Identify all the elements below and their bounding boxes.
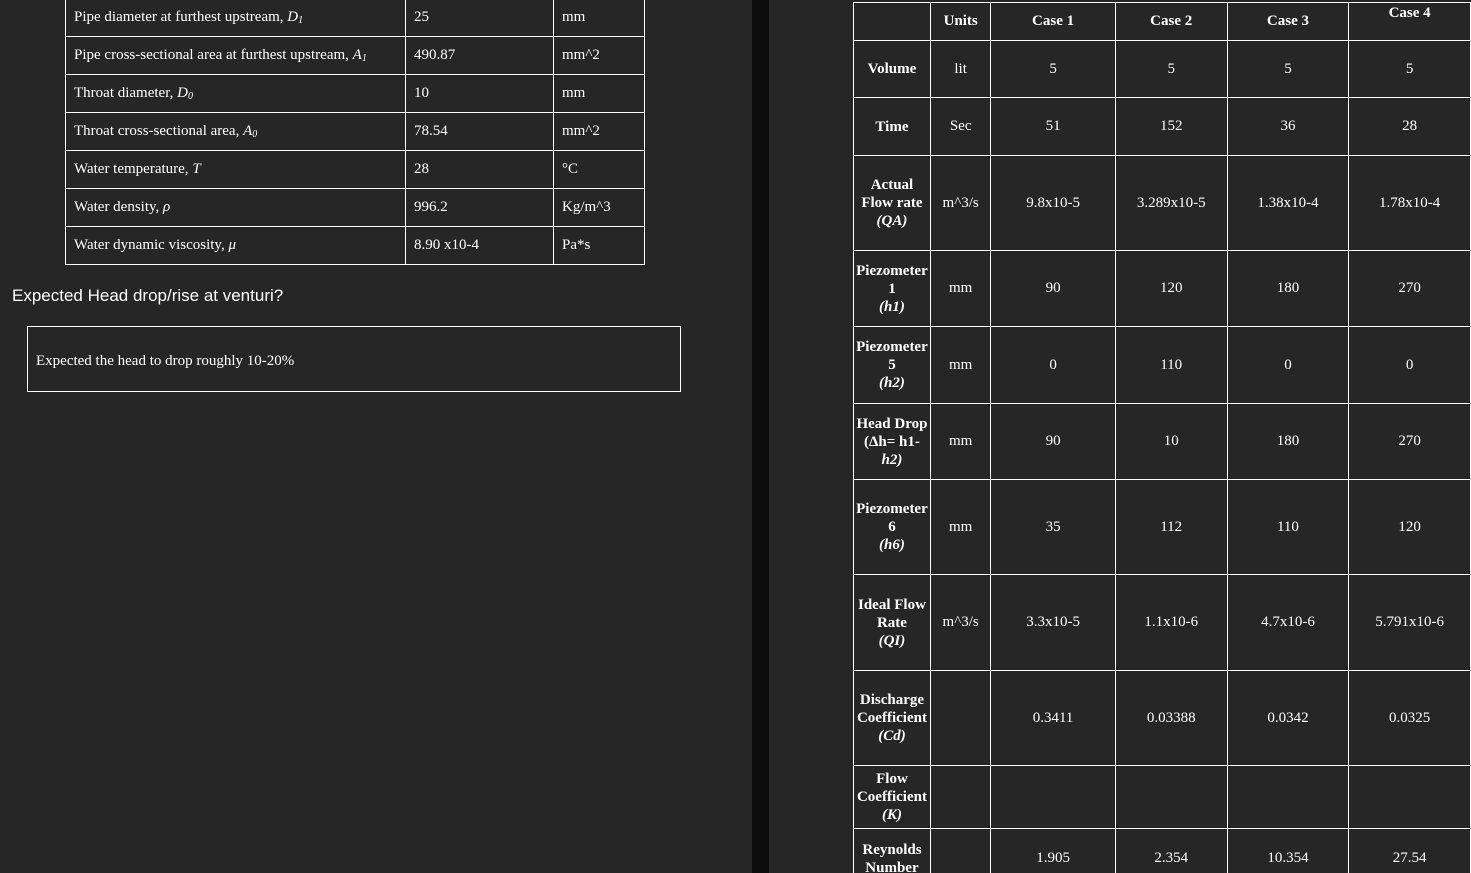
row-label-line-1: Discharge (859, 692, 925, 708)
case-4-value: 28 (1349, 98, 1471, 156)
parameter-row (66, 189, 645, 227)
case-1-value: 0 (991, 327, 1115, 404)
results-row (854, 766, 1471, 829)
parameter-symbol: T (192, 161, 201, 177)
case-3-value: 4.7x10-6 (1227, 575, 1349, 671)
parameter-symbol: A (352, 47, 362, 63)
header-case-3: Case 3 (1227, 3, 1349, 41)
row-unit: m^3/s (930, 156, 991, 251)
parameters-table (65, 0, 645, 265)
case-2-value: 5 (1115, 41, 1227, 98)
question-heading: Expected Head drop/rise at venturi? (12, 286, 284, 305)
parameter-symbol-subscript: 0 (187, 91, 193, 102)
parameter-label (66, 227, 406, 265)
parameter-unit: mm^2 (554, 37, 645, 75)
header-case-4: Case 4 (1349, 3, 1471, 41)
row-label (854, 156, 931, 251)
row-unit (930, 829, 991, 873)
case-3-value: 180 (1227, 251, 1349, 327)
results-row (854, 327, 1471, 404)
row-label-line-3: (K) (881, 807, 902, 823)
case-1-value: 1.905 (991, 829, 1115, 873)
row-label (854, 41, 931, 98)
parameter-unit: °C (554, 151, 645, 189)
row-label (854, 327, 931, 404)
case-3-value: 180 (1227, 404, 1349, 480)
case-1-value (991, 766, 1115, 829)
row-label (854, 98, 931, 156)
row-label-line-1: Piezometer (856, 501, 928, 517)
row-label-line-2: 5 (888, 357, 896, 373)
parameter-value: 490.87 (406, 37, 554, 75)
row-label-line-2: (Δh= h1- (864, 433, 920, 450)
parameter-unit: Pa*s (554, 227, 645, 265)
case-3-value: 5 (1227, 41, 1349, 98)
row-label-line-3: (QA) (876, 213, 908, 229)
parameter-symbol: ρ (163, 199, 171, 215)
answer-box[interactable] (27, 326, 681, 392)
case-4-value: 270 (1349, 251, 1471, 327)
results-row (854, 575, 1471, 671)
case-3-value: 0 (1227, 327, 1349, 404)
case-3-value: 1.38x10-4 (1227, 156, 1349, 251)
parameter-value: 28 (406, 151, 554, 189)
results-row (854, 251, 1471, 327)
parameter-label (66, 113, 406, 151)
case-1-value: 0.3411 (991, 671, 1115, 766)
answer-text: Expected the head to drop roughly 10-20% (36, 353, 295, 369)
right-document-pane (769, 0, 1471, 873)
case-1-value: 35 (991, 480, 1115, 575)
row-label (854, 766, 931, 829)
case-3-value: 36 (1227, 98, 1349, 156)
parameter-label-text: Throat cross-sectional area, (74, 123, 244, 139)
row-unit: mm (930, 480, 991, 575)
row-label (854, 404, 931, 480)
case-4-value: 5 (1349, 41, 1471, 98)
parameter-label (66, 189, 406, 227)
case-2-value: 2.354 (1115, 829, 1227, 873)
parameter-row (66, 75, 645, 113)
results-row (854, 98, 1471, 156)
case-4-value: 27.54 (1349, 829, 1471, 873)
case-1-value: 90 (991, 251, 1115, 327)
parameter-row (66, 0, 645, 37)
row-label-line-3: (h1) (879, 298, 905, 315)
row-label-line-1: Time (875, 118, 909, 135)
row-unit: Sec (930, 98, 991, 156)
case-2-value: 120 (1115, 251, 1227, 327)
row-unit: m^3/s (930, 575, 991, 671)
results-table (853, 2, 1471, 873)
case-3-value: 110 (1227, 480, 1349, 575)
parameter-row (66, 151, 645, 189)
parameter-symbol-subscript: 0 (252, 129, 258, 140)
row-label (854, 251, 931, 327)
parameter-label-text: Water dynamic viscosity, (74, 237, 229, 253)
parameter-label-text: Throat diameter, (74, 85, 178, 101)
parameter-unit: mm (554, 0, 645, 37)
row-unit: mm (930, 327, 991, 404)
parameter-symbol-subscript: 1 (298, 15, 304, 26)
row-unit: mm (930, 404, 991, 480)
row-label-line-1: Reynolds (862, 841, 922, 858)
parameter-row (66, 37, 645, 75)
case-4-value: 0 (1349, 327, 1471, 404)
row-label-line-1: Volume (867, 61, 917, 77)
pane-divider (752, 0, 769, 873)
parameter-value: 10 (406, 75, 554, 113)
parameter-symbol: A (243, 123, 253, 139)
row-label (854, 575, 931, 671)
row-label-line-3: (h6) (879, 537, 905, 553)
row-label-line-2: Coefficient (856, 710, 927, 726)
parameter-value: 996.2 (406, 189, 554, 227)
parameter-label (66, 75, 406, 113)
case-3-value: 0.0342 (1227, 671, 1349, 766)
header-corner-cell (854, 3, 931, 41)
case-2-value (1115, 766, 1227, 829)
case-3-value: 10.354 (1227, 829, 1349, 873)
parameter-row (66, 227, 645, 265)
row-unit: lit (930, 41, 991, 98)
row-label-line-1: Piezometer (856, 339, 928, 355)
case-1-value: 3.3x10-5 (991, 575, 1115, 671)
parameter-value: 78.54 (406, 113, 554, 151)
row-label (854, 829, 931, 873)
row-label-line-1: Head Drop (856, 415, 928, 432)
parameter-label-text: Pipe diameter at furthest upstream, (74, 9, 288, 25)
row-label-line-1: Ideal Flow (857, 596, 926, 613)
row-label-line-2: Rate (876, 614, 907, 631)
parameter-label-text: Water temperature, (74, 161, 193, 177)
parameter-label (66, 0, 406, 37)
case-2-value: 152 (1115, 98, 1227, 156)
row-unit (930, 671, 991, 766)
row-label-line-2: Number (865, 859, 919, 873)
case-4-value: 5.791x10-6 (1349, 575, 1471, 671)
row-unit (930, 766, 991, 829)
row-label-line-1: Flow (876, 771, 908, 787)
header-case-1: Case 1 (991, 3, 1115, 41)
parameter-symbol: D (177, 85, 188, 101)
parameter-symbol: D (287, 9, 299, 25)
parameter-value: 25 (406, 0, 554, 37)
row-label-line-3: (QI) (878, 632, 906, 649)
case-4-value (1349, 766, 1471, 829)
results-row (854, 41, 1471, 98)
results-row (854, 829, 1471, 873)
parameter-row (66, 113, 645, 151)
row-label-line-3: (h2) (879, 375, 905, 391)
case-3-value (1227, 766, 1349, 829)
case-1-value: 90 (991, 404, 1115, 480)
case-1-value: 9.8x10-5 (991, 156, 1115, 251)
case-2-value: 10 (1115, 404, 1227, 480)
case-4-value: 1.78x10-4 (1349, 156, 1471, 251)
results-row (854, 404, 1471, 480)
case-4-value: 270 (1349, 404, 1471, 480)
case-2-value: 112 (1115, 480, 1227, 575)
row-label-line-2: 1 (888, 280, 896, 297)
results-row (854, 156, 1471, 251)
parameter-value: 8.90 x10-4 (406, 227, 554, 265)
results-row (854, 671, 1471, 766)
row-label-line-3: (Cd) (878, 728, 906, 744)
case-4-value: 120 (1349, 480, 1471, 575)
row-label-line-1: Actual (870, 177, 914, 193)
results-header-row (854, 3, 1471, 41)
header-case-2: Case 2 (1115, 3, 1227, 41)
row-label-line-3: h2) (881, 451, 903, 468)
case-2-value: 1.1x10-6 (1115, 575, 1227, 671)
row-label (854, 671, 931, 766)
case-2-value: 110 (1115, 327, 1227, 404)
row-label-line-2: Flow rate (861, 195, 923, 211)
row-unit: mm (930, 251, 991, 327)
parameter-label (66, 37, 406, 75)
row-label-line-2: 6 (888, 519, 896, 535)
parameter-unit: mm^2 (554, 113, 645, 151)
case-2-value: 0.03388 (1115, 671, 1227, 766)
parameter-label-text: Pipe cross-sectional area at furthest upstream, (74, 47, 353, 63)
parameter-unit: Kg/m^3 (554, 189, 645, 227)
case-1-value: 51 (991, 98, 1115, 156)
parameter-symbol: μ (228, 237, 236, 253)
case-2-value: 3.289x10-5 (1115, 156, 1227, 251)
results-row (854, 480, 1471, 575)
row-label (854, 480, 931, 575)
parameter-label-text: Water density, (74, 199, 164, 215)
case-1-value: 5 (991, 41, 1115, 98)
row-label-line-1: Piezometer (856, 262, 928, 279)
parameter-symbol-subscript: 1 (361, 53, 367, 64)
row-label-line-2: Coefficient (856, 789, 927, 805)
header-units: Units (930, 3, 991, 41)
parameter-unit: mm (554, 75, 645, 113)
case-4-value: 0.0325 (1349, 671, 1471, 766)
parameter-label (66, 151, 406, 189)
